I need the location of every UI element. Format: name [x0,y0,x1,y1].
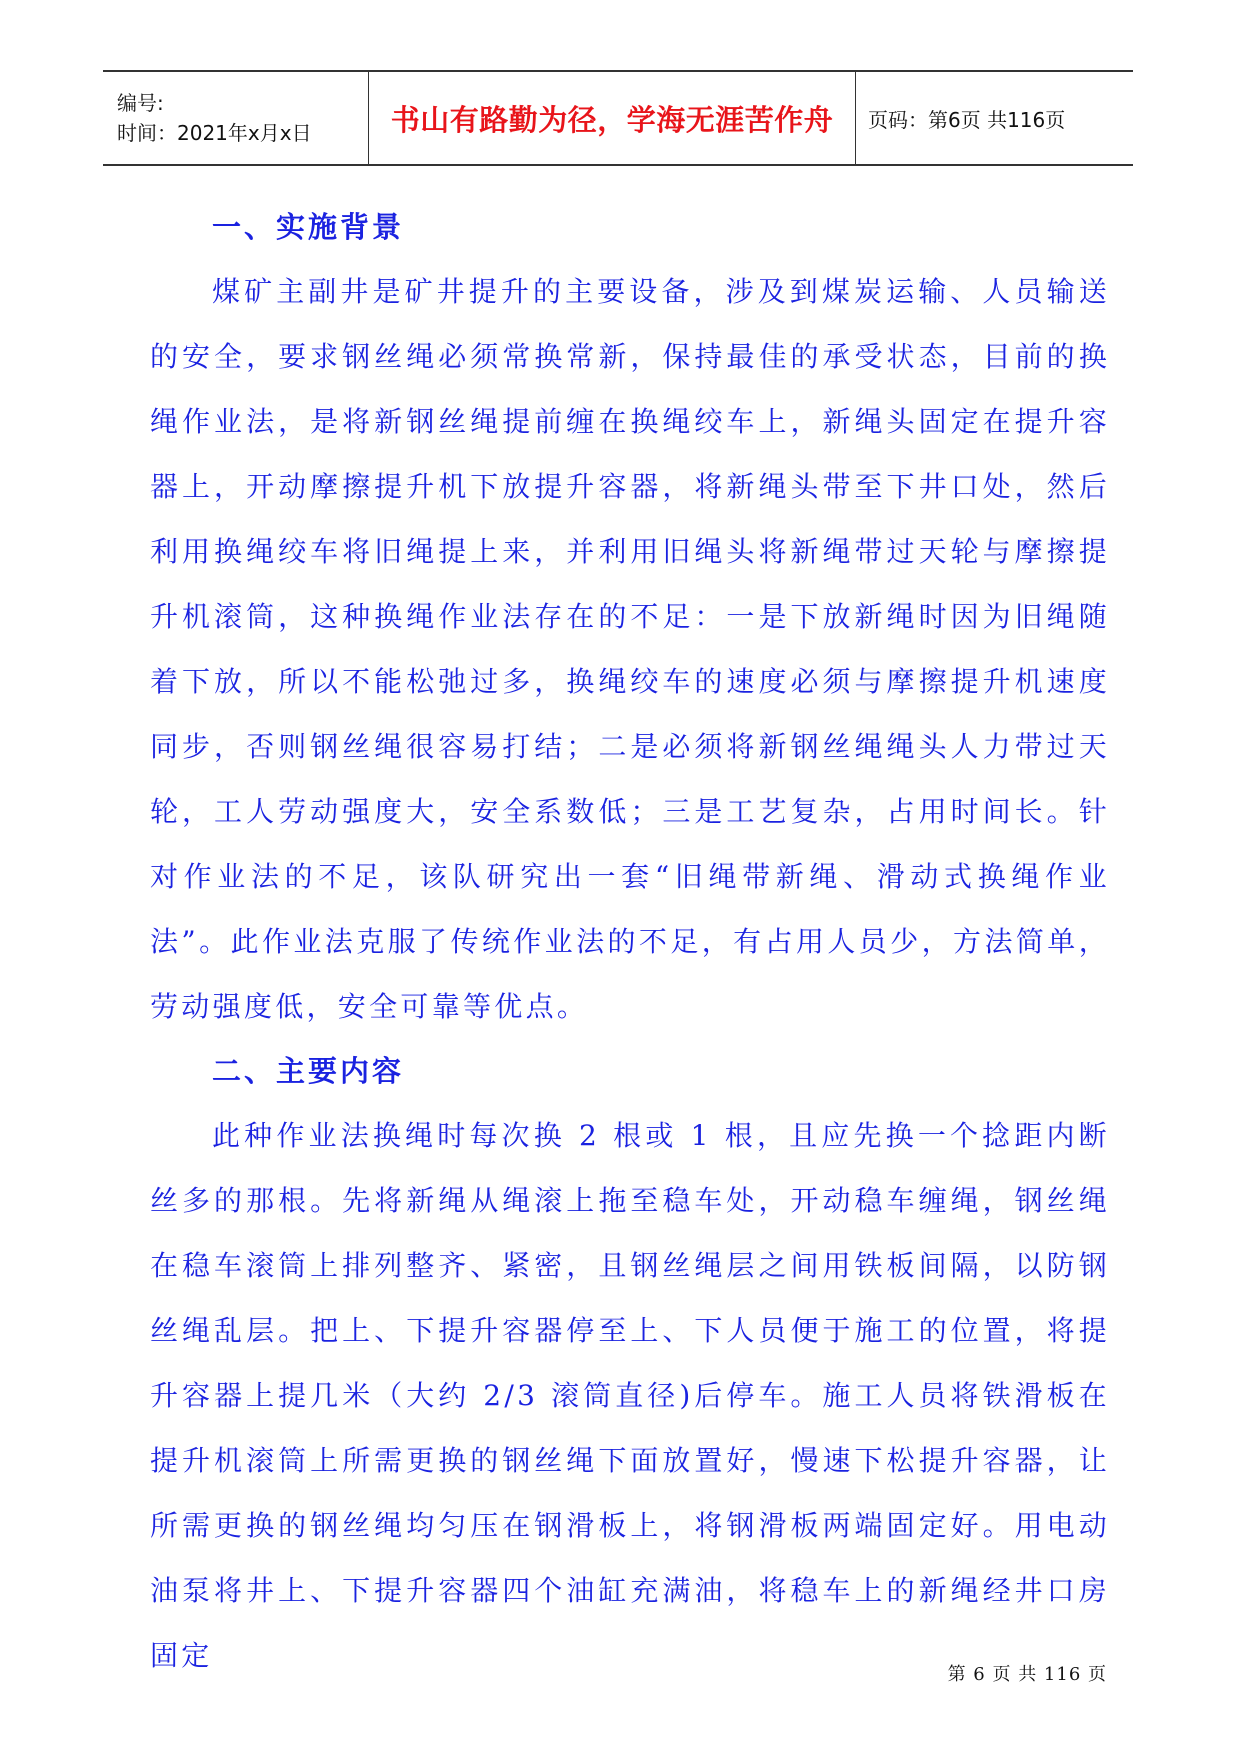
section-paragraph-background: 煤矿主副井是矿井提升的主要设备，涉及到煤炭运输、人员输送的安全，要求钢丝绳必须常换常新，保持最佳的承受状态，目前的换绳作业法，是将新钢丝绳提前缠在换绳绞车上，新绳头固定在提升容器上，开动摩擦提升机下放提升容器，将新绳头带至下井口处，然后利用换绳绞车将旧绳提上来，并利用旧绳头将新绳带过天轮与摩擦提升机滚筒，这种换绳作业法存在的不足：一是下放新绳时因为旧绳随着下放，所以不能松弛过多，换绳绞车的速度必须与摩擦提升机速度同步，否则钢丝绳很容易打结；二是必须将新钢丝绳绳头人力带过天轮，工人劳动强度大，安全系数低；三是工艺复杂，占用时间长。针对作业法的不足，该队研究出一套“旧绳带新绳、滑动式换绳作业法”。此作业法克服了传统作业法的不足，有占用人员少，方法简单，劳动强度低，安全可靠等优点。 [150,275,1110,1023]
header-meta [103,72,369,164]
header-motto [369,72,856,164]
motto-text: 书山有路勤为径，学海无涯苦作舟 [390,102,834,137]
section-paragraph-content: 此种作业法换绳时每次换 2 根或 1 根，且应先换一个捻距内断丝多的那根。先将新绳从绳滚上拖至稳车处，开动稳车缠绳，钢丝绳在稳车滚筒上排列整齐、紧密，且钢丝绳层之间用铁板间隔，以防钢丝绳乱层。把上、下提升容器停至上、下人员便于施工的位置，将提升容器上提几米（大约 2/3 滚筒直径)后停车。施工人员将铁滑板在提升机滚筒上所需更换的钢丝绳下面放置好，慢速下松提升容器，让所需更换的钢丝绳均匀压在钢滑板上，将钢滑板两端固定好。用电动油泵将井上、下提升容器四个油缸充满油，将稳车上的新绳经井口房固定 [150,1119,1110,1672]
document-header [103,70,1133,166]
page-info-text: 页码：第6页 共116页 [868,107,1066,132]
time-label: 时间：2021年x月x日 [117,121,312,145]
serial-number-label: 编号: [117,91,164,115]
section-heading-background: 一、实施背景 [212,210,405,244]
header-page-info [856,72,1133,164]
section-heading-content: 二、主要内容 [212,1054,405,1088]
document-body [150,195,1110,1688]
page-footer: 第 6 页 共 116 页 [947,1664,1107,1685]
